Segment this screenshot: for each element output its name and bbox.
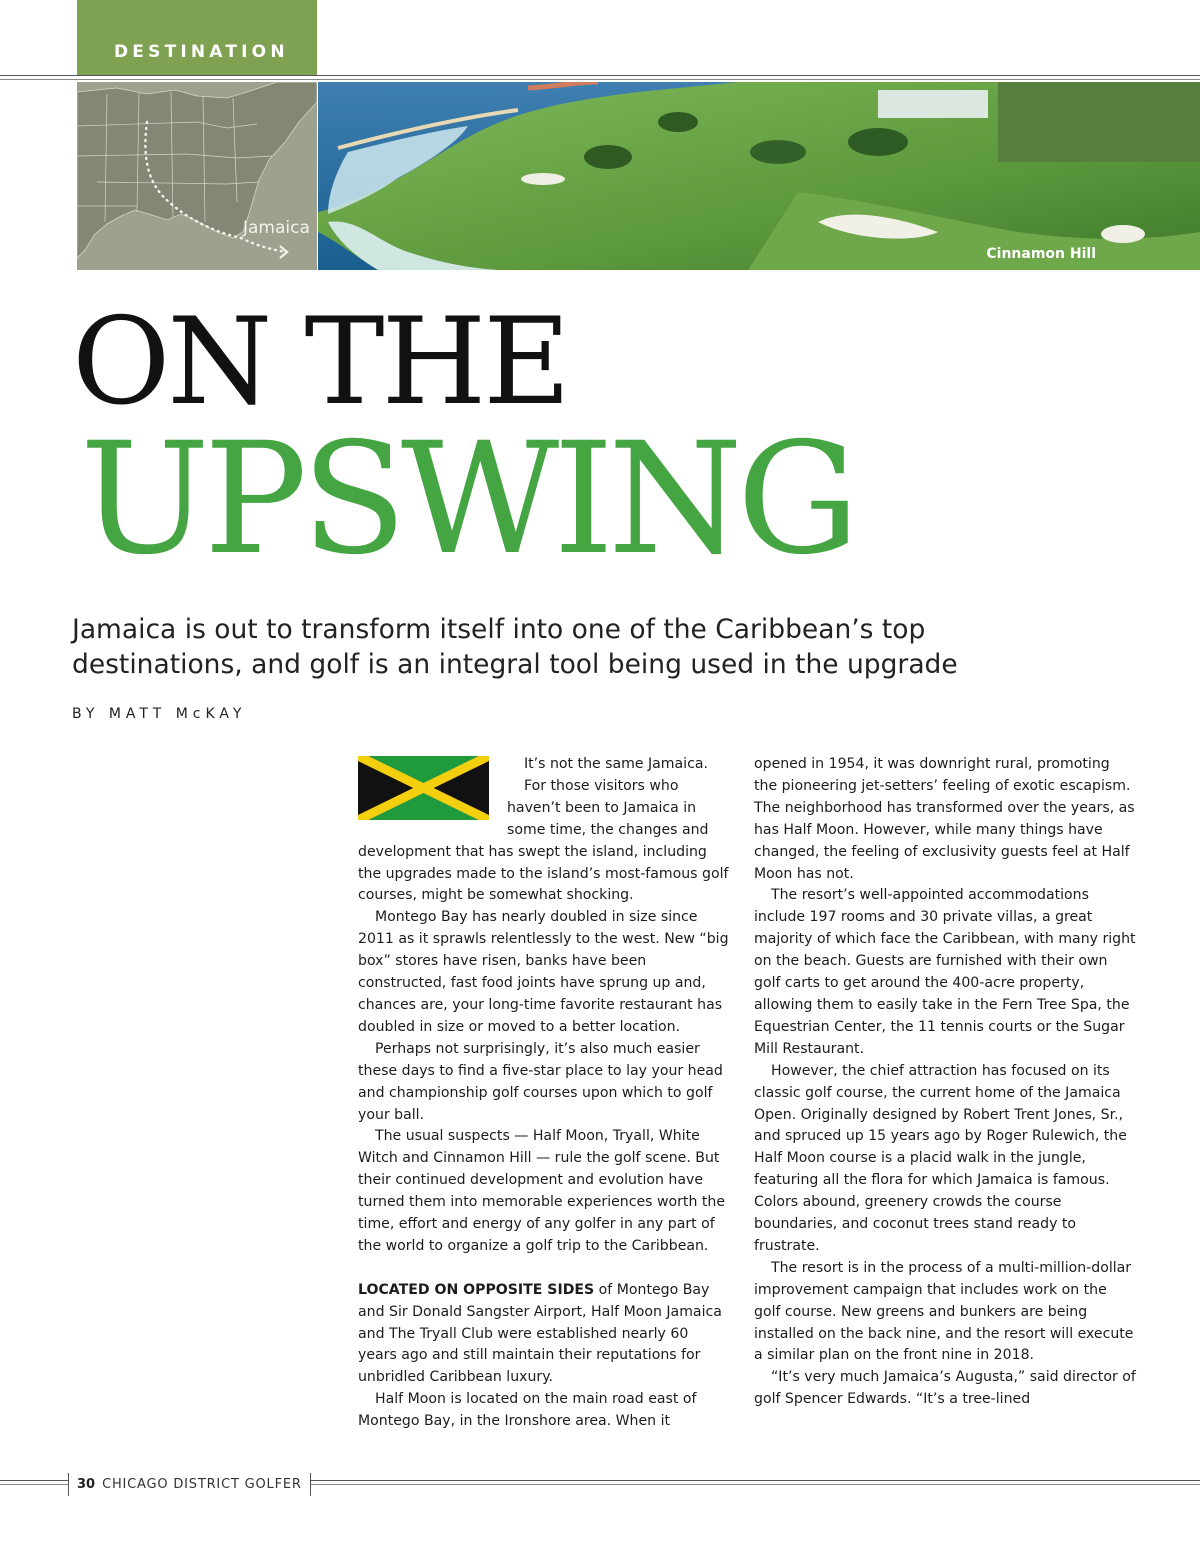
byline: BY MATT McKAY — [72, 706, 247, 722]
paragraph-10: The resort is in the process of a multi-million-dollar improvement campaign that includes work on the golf course. New greens and bunkers are being installed on the back nine, and the resort will execute a similar plan on the front nine in 2018. — [754, 1259, 1134, 1364]
headline-line-1: ON THE — [72, 293, 568, 432]
aerial-photo-graphic — [318, 82, 1200, 270]
section-tab — [77, 0, 317, 76]
run-in-heading: LOCATED ON OPPOSITE SIDES — [358, 1281, 595, 1298]
paragraph-5 — [358, 1280, 730, 1390]
lead-line-4: some time, the changes and — [507, 821, 709, 838]
section-label: DESTINATION — [114, 42, 289, 62]
header-rule — [0, 75, 1200, 76]
article-column-1 — [358, 754, 730, 1433]
lead-line-1: It’s not the same Jamaica. — [524, 756, 708, 772]
paragraph-2: Montego Bay has nearly doubled in size since 2011 as it sprawls relentlessly to the west. New “big box” stores have risen, banks have been constructed, fast food joints have sprung up and, chances are, your long-time favorite restaurant has doubled in size or moved to a better location. — [358, 909, 729, 1035]
paragraph-8: The resort’s well-appointed accommodations include 197 rooms and 30 private villas, a great majority of which face the Caribbean, with many right on the beach. Guests are furnished with their own golf carts to get around the 400-acre property, allowing them to easily take in the Fern Tree Spa, the Equestrian Center, the 11 tennis courts or the Sugar Mill Restaurant. — [754, 887, 1136, 1057]
paragraph-9: However, the chief attraction has focused on its classic golf course, the current home of the Jamaica Open. Originally designed by Robert Trent Jones, Sr., and spruced up 15 years ago by Roger Rulewich, the Half Moon course is a placid walk in the jungle, featuring all the flora for which Jamaica is famous. Colors abound, greenery crowds the course boundaries, and coconut trees stand ready to frustrate. — [754, 1062, 1127, 1254]
lead-line-2: For those visitors who — [524, 777, 679, 794]
map-label-jamaica: Jamaica — [243, 218, 310, 238]
folio — [68, 1473, 311, 1496]
photo-caption: Cinnamon Hill — [986, 246, 1096, 262]
us-southeast-map-graphic — [77, 82, 317, 270]
page-number: 30 — [77, 1477, 96, 1492]
paragraph-7: opened in 1954, it was downright rural, promoting the pioneering jet-setters’ feeling of exotic escapism. The neighborhood has transformed over the years, as has Half Moon. However, while many things have changed, the feeling of exclusivity guests feel at Half Moon has not. — [754, 756, 1135, 882]
paragraph-4: The usual suspects — Half Moon, Tryall, White Witch and Cinnamon Hill — rule the golf scene. But their continued development and evolution have turned them into memorable experiences worth the time, effort and energy of any golfer in any part of the world to organize a golf trip to the Caribbean. — [358, 1128, 725, 1254]
paragraph-3: Perhaps not surprisingly, it’s also much easier these days to find a five-star place to lay your head and championship golf courses upon which to golf your ball. — [358, 1040, 723, 1123]
lead-wrap — [507, 754, 730, 842]
lead-line-3: haven’t been to Jamaica in — [507, 799, 697, 816]
paragraph-6: Half Moon is located on the main road east of Montego Bay, in the Ironshore area. When it — [358, 1391, 697, 1430]
publication-name: CHICAGO DISTRICT GOLFER — [102, 1477, 302, 1492]
deck-subheadline: Jamaica is out to transform itself into one of the Caribbean’s top destinations, and golf is an integral tool being used in the upgrade — [72, 614, 958, 680]
headline-line-2: UPSWING — [80, 410, 854, 589]
aerial-golf-course-photo — [318, 82, 1200, 270]
paragraph-5-text: of Montego Bay and Sir Donald Sangster Airport, Half Moon Jamaica and The Tryall Club were established nearly 60 years ago and still maintain their reputations for unbridled Caribbean luxury. — [358, 1281, 722, 1386]
locator-map — [77, 82, 317, 270]
article-column-2 — [754, 754, 1136, 1411]
paragraph-11: “It’s very much Jamaica’s Augusta,” said director of golf Spencer Edwards. “It’s a tree-lined — [754, 1369, 1136, 1408]
header-rule-secondary — [0, 79, 1200, 80]
paragraph-1-rest: development that has swept the island, including the upgrades made to the island’s most-famous golf courses, might be somewhat shocking. — [358, 843, 729, 904]
